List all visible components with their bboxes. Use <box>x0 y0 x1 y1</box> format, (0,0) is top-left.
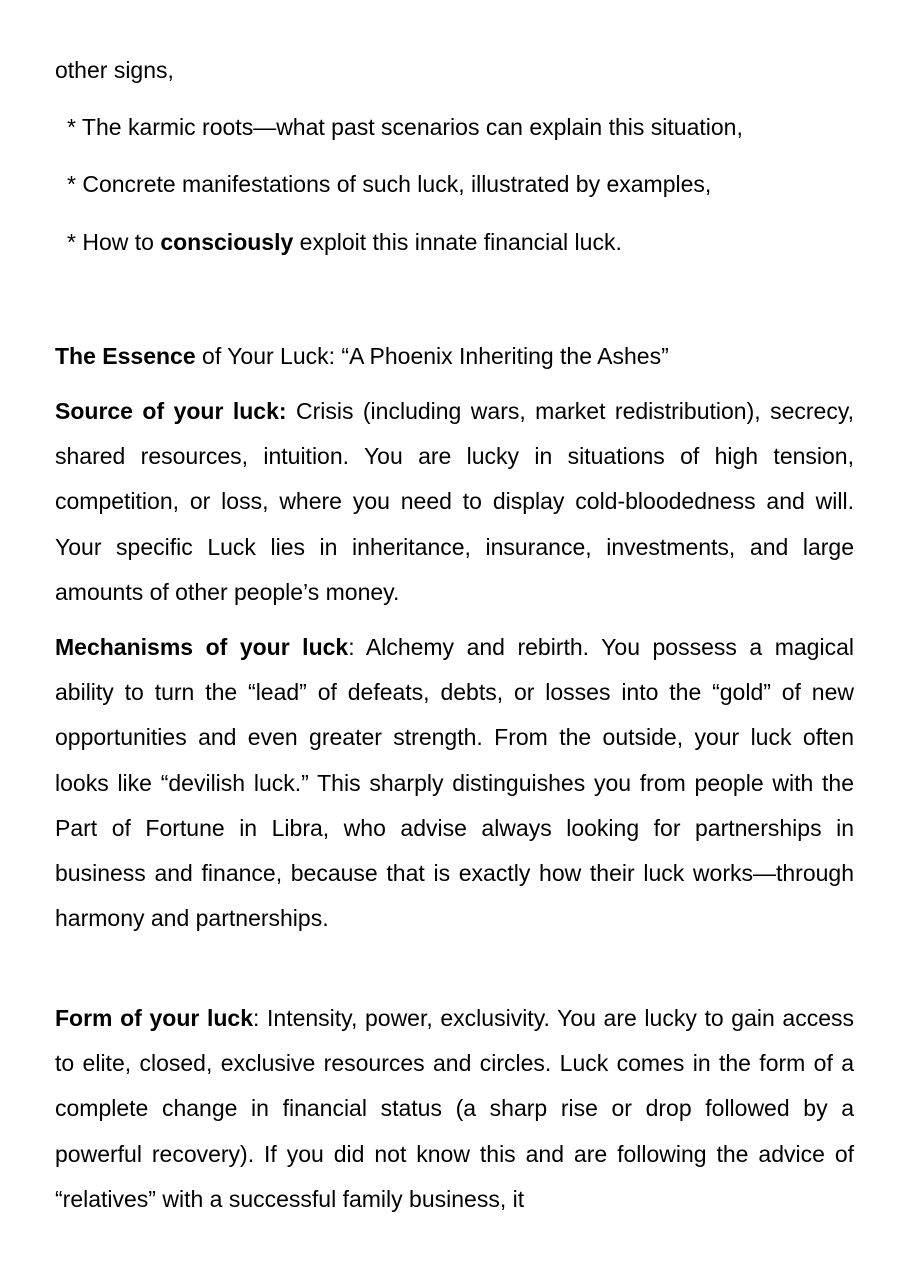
form-text: : Intensity, power, exclusivity. You are lucky to gain access to elite, closed, exclusive resources and circles. Luck comes in the form of a complete change in financial status (a sharp rise or drop followed by a powerful recovery). If you did not know this and are following the advice of “relatives” with a successful family business, it <box>55 1005 854 1212</box>
section-heading-essence <box>55 339 669 373</box>
bullet-consciously-exploit <box>67 225 622 259</box>
source-label: Source of your luck: <box>55 398 287 424</box>
source-text: Crisis (including wars, market redistribution), secrecy, shared resources, intuition. You are lucky in situations of high tension, competition, or loss, where you need to display cold-bloodedness and will. Your specific Luck lies in inheritance, insurance, investments, and large amounts of other people’s money. <box>55 398 855 605</box>
essence-rest: of Your Luck: “A Phoenix Inheriting the Ashes” <box>195 343 669 369</box>
paragraph-mechanisms-of-luck <box>55 625 854 941</box>
continuation-text: other signs, <box>55 57 174 83</box>
essence-bold: The Essence <box>55 343 196 369</box>
mechanisms-text: : Alchemy and rebirth. You possess a magical ability to turn the “lead” of defeats, debts, or losses into the “gold” of new opportunities and even greater strength. From the outside, your luck often looks like “devilish luck.” This sharply distinguishes you from people with the Part of Fortune in Libra, who advise always looking for partnerships in business and finance, because that is exactly how their luck works—through harmony and partnerships. <box>55 634 854 932</box>
form-label: Form of your luck <box>55 1005 253 1031</box>
bullet-karmic-roots: * The karmic roots—what past scenarios can explain this situation, <box>67 114 743 140</box>
bullet-suffix: exploit this innate financial luck. <box>293 229 622 255</box>
paragraph-source-of-luck <box>55 389 854 615</box>
bullet-emphasis: consciously <box>160 229 294 255</box>
bullet-prefix: * How to <box>67 229 161 255</box>
mechanisms-label: Mechanisms of your luck <box>55 634 349 660</box>
bullet-concrete-manifestations: * Concrete manifestations of such luck, illustrated by examples, <box>67 171 712 197</box>
paragraph-form-of-luck <box>55 996 854 1222</box>
